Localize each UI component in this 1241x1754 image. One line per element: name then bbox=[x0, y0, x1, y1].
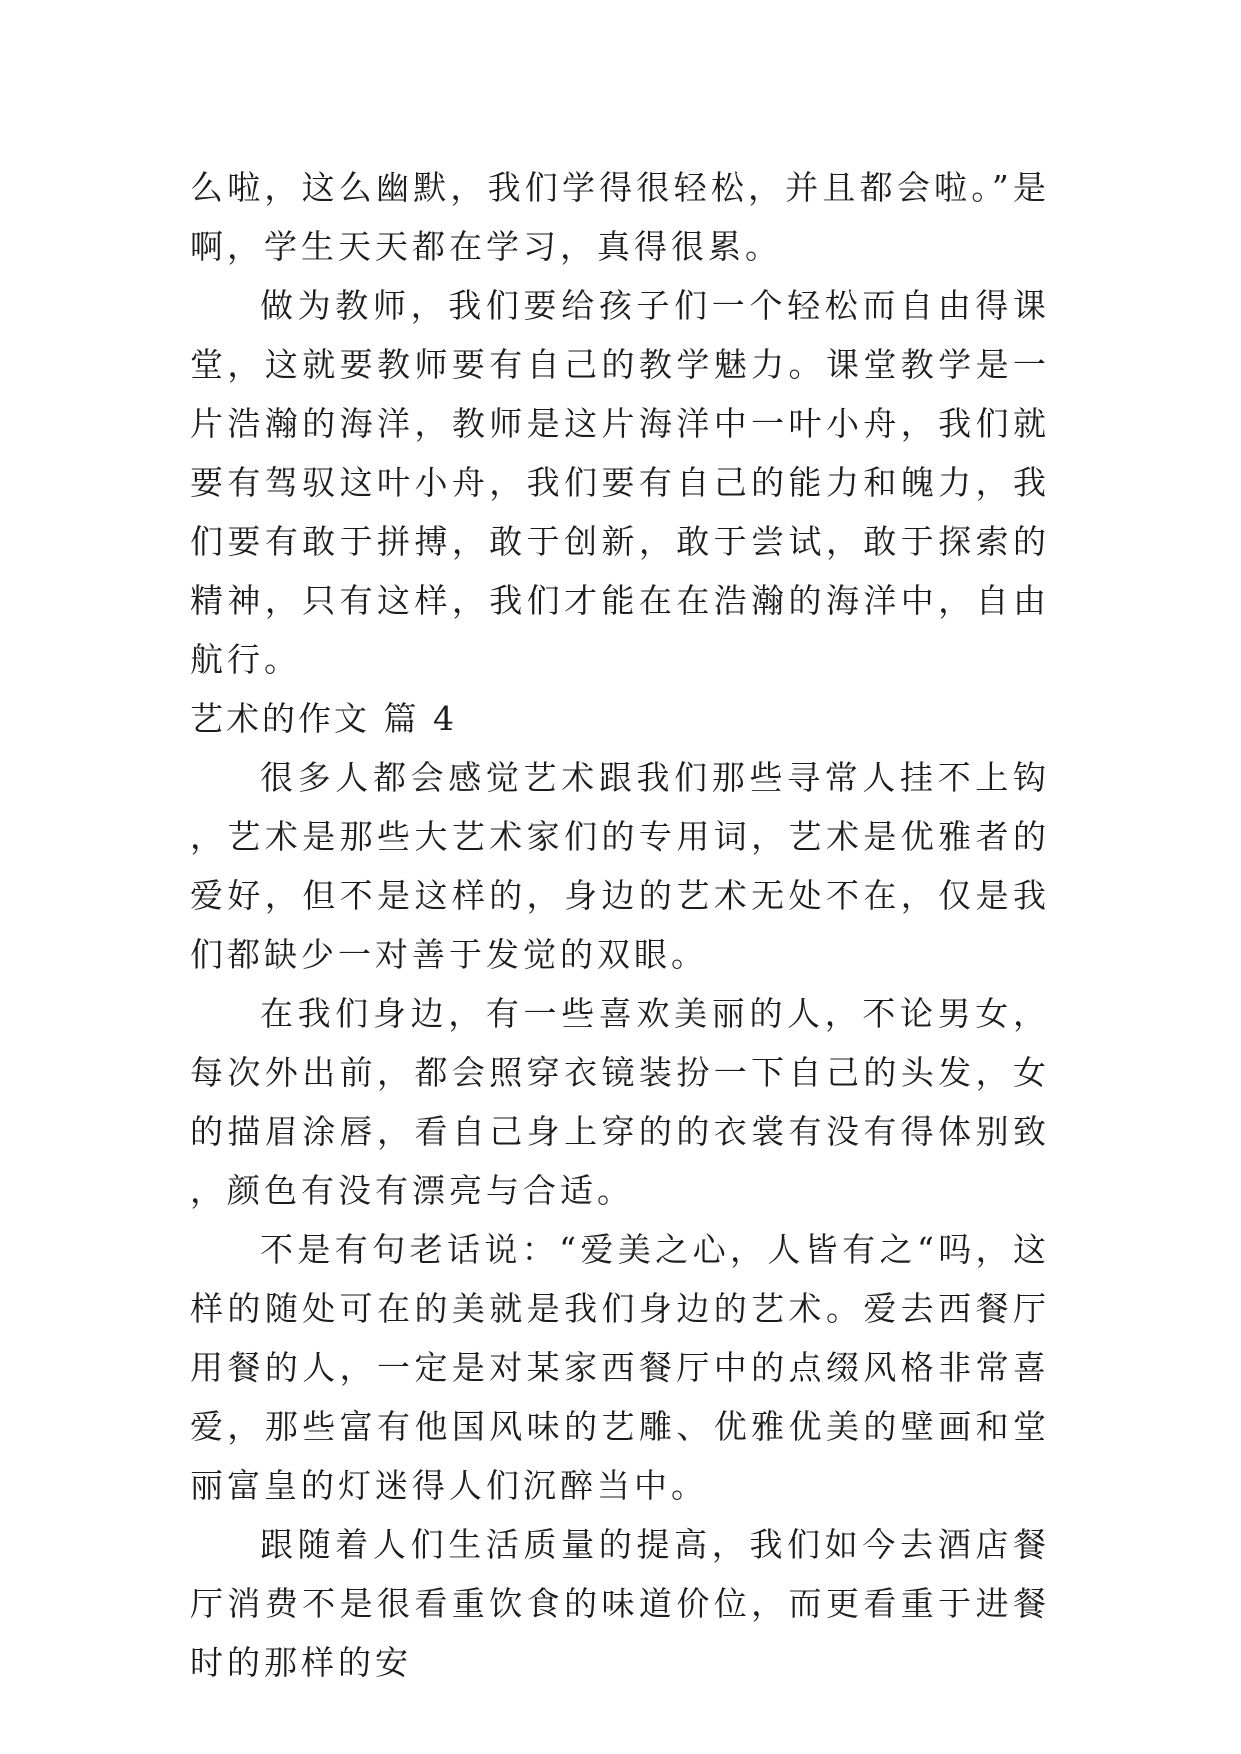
paragraph-continuation: 么啦，这么幽默，我们学得很轻松，并且都会啦。”是啊，学生天天都在学习，真得很累。 bbox=[190, 168, 1050, 266]
paragraph-beauty-people: 在我们身边，有一些喜欢美丽的人，不论男女，每次外出前，都会照穿衣镜装扮一下自己的头发，女的描眉涂唇，看自己身上穿的的衣裳有没有得体别致，颜色有没有漂亮与合适。 bbox=[190, 994, 1050, 1210]
document-body bbox=[190, 158, 1050, 1692]
paragraph-art-everywhere: 很多人都会感觉艺术跟我们那些寻常人挂不上钩，艺术是那些大艺术家们的专用词，艺术是优雅者的爱好，但不是这样的，身边的艺术无处不在，仅是我们都缺少一对善于发觉的双眼。 bbox=[190, 758, 1050, 974]
paragraph-teacher-charm: 做为教师，我们要给孩子们一个轻松而自由得课堂，这就要教师要有自己的教学魅力。课堂教学是一片浩瀚的海洋，教师是这片海洋中一叶小舟，我们就要有驾驭这叶小舟，我们要有自己的能力和魄力，我们要有敢于拼搏，敢于创新，敢于尝试，敢于探索的精神，只有这样，我们才能在在浩瀚的海洋中，自由航行。 bbox=[190, 286, 1050, 679]
section-heading: 艺术的作文 篇 4 bbox=[190, 699, 457, 738]
paragraph-living-quality: 跟随着人们生活质量的提高，我们如今去酒店餐厅消费不是很看重饮食的味道价位，而更看重于进餐时的那样的安 bbox=[190, 1525, 1050, 1682]
paragraph-old-saying: 不是有句老话说：“爱美之心，人皆有之“吗，这样的随处可在的美就是我们身边的艺术。爱去西餐厅用餐的人，一定是对某家西餐厅中的点缀风格非常喜爱，那些富有他国风味的艺雕、优雅优美的壁画和堂丽富皇的灯迷得人们沉醉当中。 bbox=[190, 1230, 1050, 1505]
